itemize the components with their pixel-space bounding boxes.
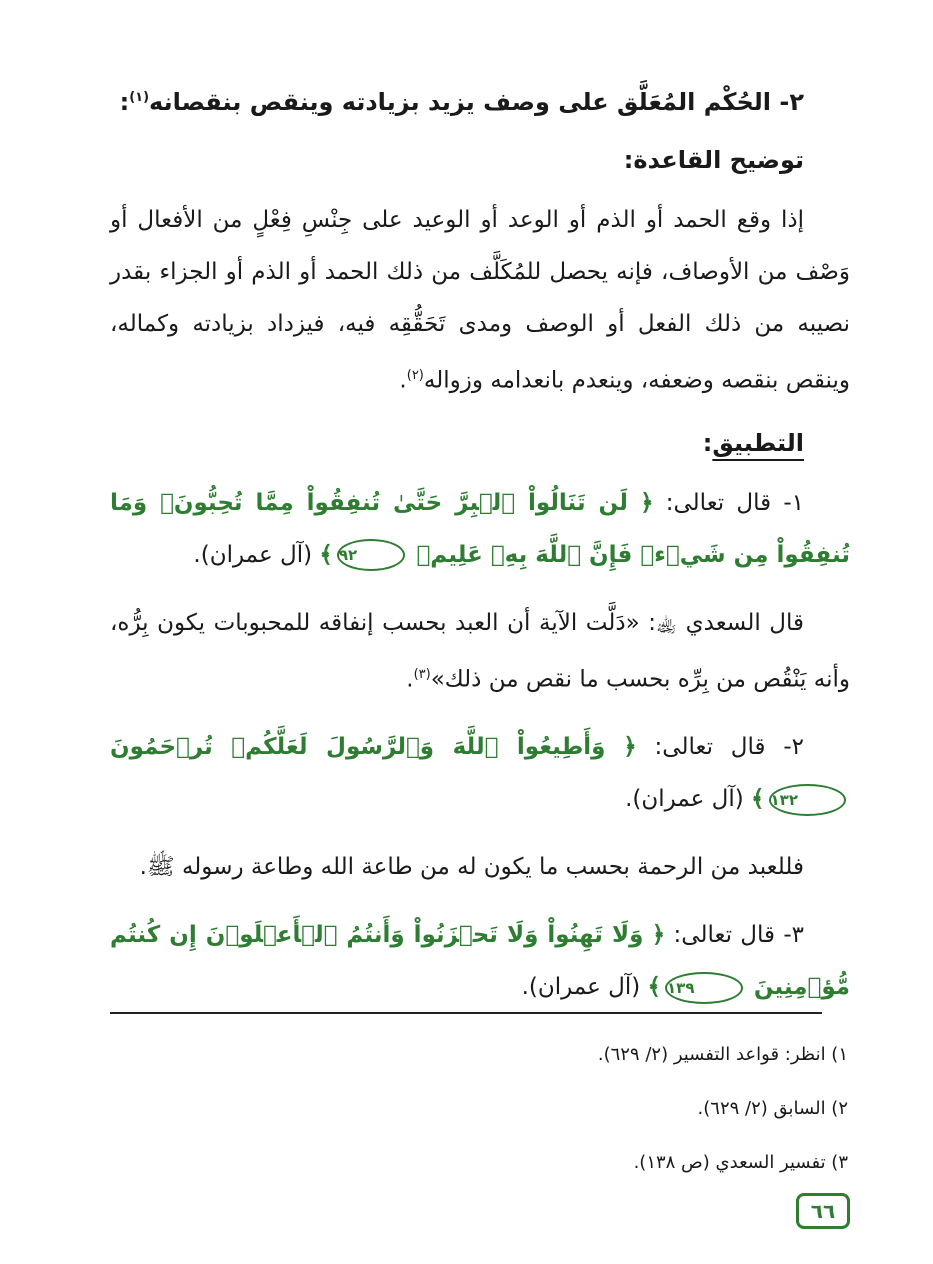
explanation-period: .	[399, 367, 407, 394]
application-item-2	[110, 721, 850, 825]
footnote-ref-1[interactable]: (١)	[129, 90, 150, 105]
rule-heading	[110, 78, 850, 122]
rule-heading-text: ٢- الحُكْم المُعَلَّق على وصف يزيد بزيادته وينقص بنقصانه	[149, 88, 804, 116]
footnote-2: ٢) السابق (٢/ ٦٢٩).	[697, 1098, 848, 1119]
commentary-1-text: قال السعدي ﵀: «دَلَّت الآية أن العبد بحسب إنفاقه للمحبوبات يكون بِرُّه، وأنه يَنْقُص من بِرِّه بحسب ما نقص من ذلك»	[110, 609, 850, 693]
application-item-3	[110, 909, 850, 1013]
commentary-1-period: .	[406, 666, 414, 693]
footnote-ref-2[interactable]: (٢)	[406, 368, 424, 383]
explanation-title: توضيح القاعدة:	[623, 146, 804, 174]
application-title-text: التطبيق	[712, 428, 804, 457]
application-item-1	[110, 477, 850, 581]
explanation-paragraph	[110, 194, 850, 407]
ornate-bracket-close-icon: ﴾	[319, 541, 333, 568]
quran-verse-1: لَن تَنَالُواْ ٱلۡبِرَّ حَتَّىٰ تُنفِقُواْ مِمَّا تُحِبُّونَۚ وَمَا تُنفِقُواْ مِن شَيۡءٖ فَإِنَّ ٱللَّهَ بِهِۦ عَلِيمٞ	[110, 489, 850, 568]
item-3-prefix: ٣- قال تعالى:	[665, 922, 805, 949]
application-title-colon: :	[702, 428, 713, 457]
quran-verse-3: وَلَا تَهِنُواْ وَلَا تَحۡزَنُواْ وَأَنتُمُ ٱلۡأَعۡلَوۡنَ إِن كُنتُم مُّؤۡمِنِينَ	[110, 922, 850, 1001]
page-body	[110, 78, 850, 1029]
page-number-badge: ٦٦	[796, 1193, 850, 1229]
ornate-bracket-open-icon: ﴿	[640, 489, 654, 516]
ornate-bracket-open-icon: ﴿	[651, 922, 666, 949]
item-1-prefix: ١- قال تعالى:	[653, 489, 804, 516]
explanation-text: إذا وقع الحمد أو الذم أو الوعد أو الوعيد على جِنْسِ فِعْلٍ من الأفعال أو وَصْف من الأوصاف، فإنه يحصل للمُكَلَّف من ذلك الحمد أو الذم أو الجزاء بقدر نصيبه من ذلك الفعل أو الوصف ومدى تَحَقُّقِه فيه، فيزداد بزيادته وكماله، وينقص بنقصه وضعفه، وينعدم بانعدامه وزواله	[110, 207, 850, 394]
footnote-3: ٣) تفسير السعدي (ص ١٣٨).	[633, 1152, 848, 1173]
footnotes	[110, 1028, 850, 1190]
commentary-1	[110, 597, 850, 706]
ornate-bracket-open-icon: ﴿	[623, 734, 637, 761]
ayah-number-3: ١٣٩	[665, 972, 742, 1004]
ayah-number-2: ١٣٢	[769, 784, 846, 816]
application-title	[110, 423, 850, 463]
item-1-surah: (آل عمران).	[193, 541, 320, 568]
quran-verse-2: وَأَطِيعُواْ ٱللَّهَ وَٱلرَّسُولَ لَعَلَّكُمۡ تُرۡحَمُونَ	[110, 734, 606, 761]
item-3-surah: (آل عمران).	[521, 974, 648, 1001]
commentary-2: فللعبد من الرحمة بحسب ما يكون له من طاعة الله وطاعة رسوله ﷺ.	[139, 854, 804, 881]
footnote-ref-3[interactable]: (٣)	[413, 666, 431, 682]
footnote-divider	[110, 1012, 822, 1014]
item-2-prefix: ٢- قال تعالى:	[636, 734, 805, 761]
ayah-number-1: ٩٢	[337, 539, 405, 571]
item-2-surah: (آل عمران).	[625, 786, 752, 813]
rule-heading-colon: :	[119, 88, 130, 116]
ornate-bracket-close-icon: ﴾	[751, 786, 765, 813]
footnote-1: ١) انظر: قواعد التفسير (٢/ ٦٢٩).	[597, 1044, 848, 1065]
ornate-bracket-close-icon: ﴾	[647, 974, 662, 1001]
